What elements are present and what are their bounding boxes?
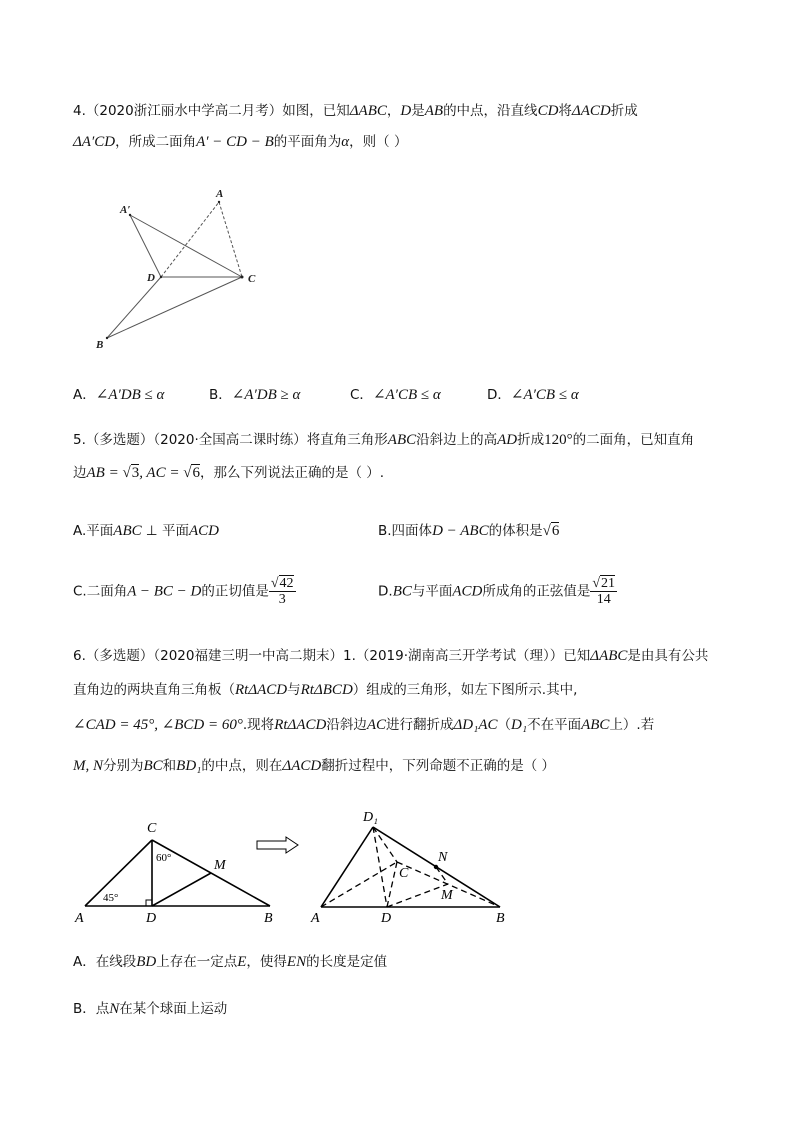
right-angle-mark: [146, 900, 152, 906]
label-d: D: [147, 272, 155, 284]
label-a: A: [75, 911, 84, 926]
label-a: A: [216, 188, 224, 200]
q4-option-a[interactable]: A．∠A′DB ≤ α: [73, 387, 165, 403]
q4-figure: [85, 180, 275, 355]
q6-option-b[interactable]: B．点N在某个球面上运动: [73, 1001, 228, 1017]
label-a: A: [311, 911, 320, 926]
q6-option-a[interactable]: A．在线段BD上存在一定点E，使得EN的长度是定值: [73, 954, 388, 970]
edge-d1-c-dashed: [373, 827, 397, 862]
edge-ap-c: [130, 215, 242, 277]
q5-stem-line1: 5.（多选题）（2020·全国高二课时练）将直角三角形ABC沿斜边上的高AD折成120°的二面角，已知直角: [73, 432, 695, 448]
q6-figure-left: [70, 812, 280, 927]
q4-option-d[interactable]: D．∠A′CB ≤ α: [487, 387, 579, 403]
q6-stem-line4: M, N分别为BC和BD₁的中点，则在ΔACD翻折过程中，下列命题不正确的是（ ）: [73, 758, 555, 774]
label-d1: D₁: [363, 810, 378, 825]
edge-c-d-dashed: [387, 862, 397, 907]
q6-stem-line1: 6.（多选题）（2020福建三明一中高二期末）1.（2019·湖南高三开学考试（理））已知ΔABC是由具有公共: [73, 648, 709, 664]
label-d: D: [381, 911, 392, 926]
label-angle-45: 45°: [103, 892, 119, 904]
label-a-prime: A′: [120, 204, 131, 216]
edge-ap-d: [130, 215, 161, 277]
fraction: $\frac{√42}{3}$: [270, 576, 294, 607]
label-m: M: [214, 858, 226, 873]
label-c: C: [248, 273, 256, 285]
q6-stem-line2: 直角边的两块直角三角板（RtΔACD与RtΔBCD）组成的三角形，如左下图所示.其中,: [73, 682, 578, 698]
label-d: D: [146, 911, 157, 926]
edge-d-m: [152, 873, 211, 906]
label-b: B: [496, 911, 505, 926]
q5-option-a[interactable]: A.平面ABC ⊥ 平面ACD: [73, 523, 219, 539]
edge-c-b: [107, 277, 242, 338]
edge-a-c: [85, 840, 152, 906]
q4-stem-line2: ΔA′CD，所成二面角A′ − CD − B的平面角为α，则（ ）: [73, 134, 408, 150]
edge-d-m-dashed: [387, 884, 448, 907]
label-m: M: [441, 888, 453, 903]
label-angle-60: 60°: [156, 852, 172, 864]
q4-stem-line1: 4.（2020浙江丽水中学高二月考）如图，已知ΔABC，D是AB的中点，沿直线CD将ΔACD折成: [73, 103, 638, 119]
edge-d-a-dashed: [161, 202, 219, 277]
label-b: B: [96, 339, 104, 351]
label-n: N: [438, 850, 448, 865]
q6-stem-line3: ∠CAD = 45°, ∠BCD = 60°.现将RtΔACD沿斜边AC进行翻折成ΔD₁AC（D₁不在平面ABC上）.若: [73, 717, 655, 733]
edge-d1-d-dashed: [373, 827, 387, 907]
label-c: C: [147, 821, 157, 836]
q5-option-c[interactable]: C.二面角A − BC − D的正切值是 $\frac{√42}{3}$: [73, 576, 294, 607]
q6-figure-right: [305, 805, 515, 930]
edge-a-d1: [321, 827, 373, 907]
q5-option-b[interactable]: B.四面体D − ABC的体积是√6: [378, 523, 560, 539]
q4-option-c[interactable]: C．∠A′CB ≤ α: [350, 387, 441, 403]
q5-stem-line2: 边AB = √3, AC = √6，那么下列说法正确的是（ ）.: [73, 465, 385, 481]
fraction: $\frac{√21}{14}$: [592, 576, 616, 607]
label-c: C: [399, 866, 409, 881]
q5-option-d[interactable]: D.BC与平面ACD所成角的正弦值是 $\frac{√21}{14}$: [378, 576, 616, 607]
edge-d-b: [107, 277, 161, 338]
label-b: B: [264, 911, 273, 926]
q4-option-b[interactable]: B．∠A′DB ≥ α: [209, 387, 301, 403]
transform-arrow-icon: [256, 836, 300, 854]
